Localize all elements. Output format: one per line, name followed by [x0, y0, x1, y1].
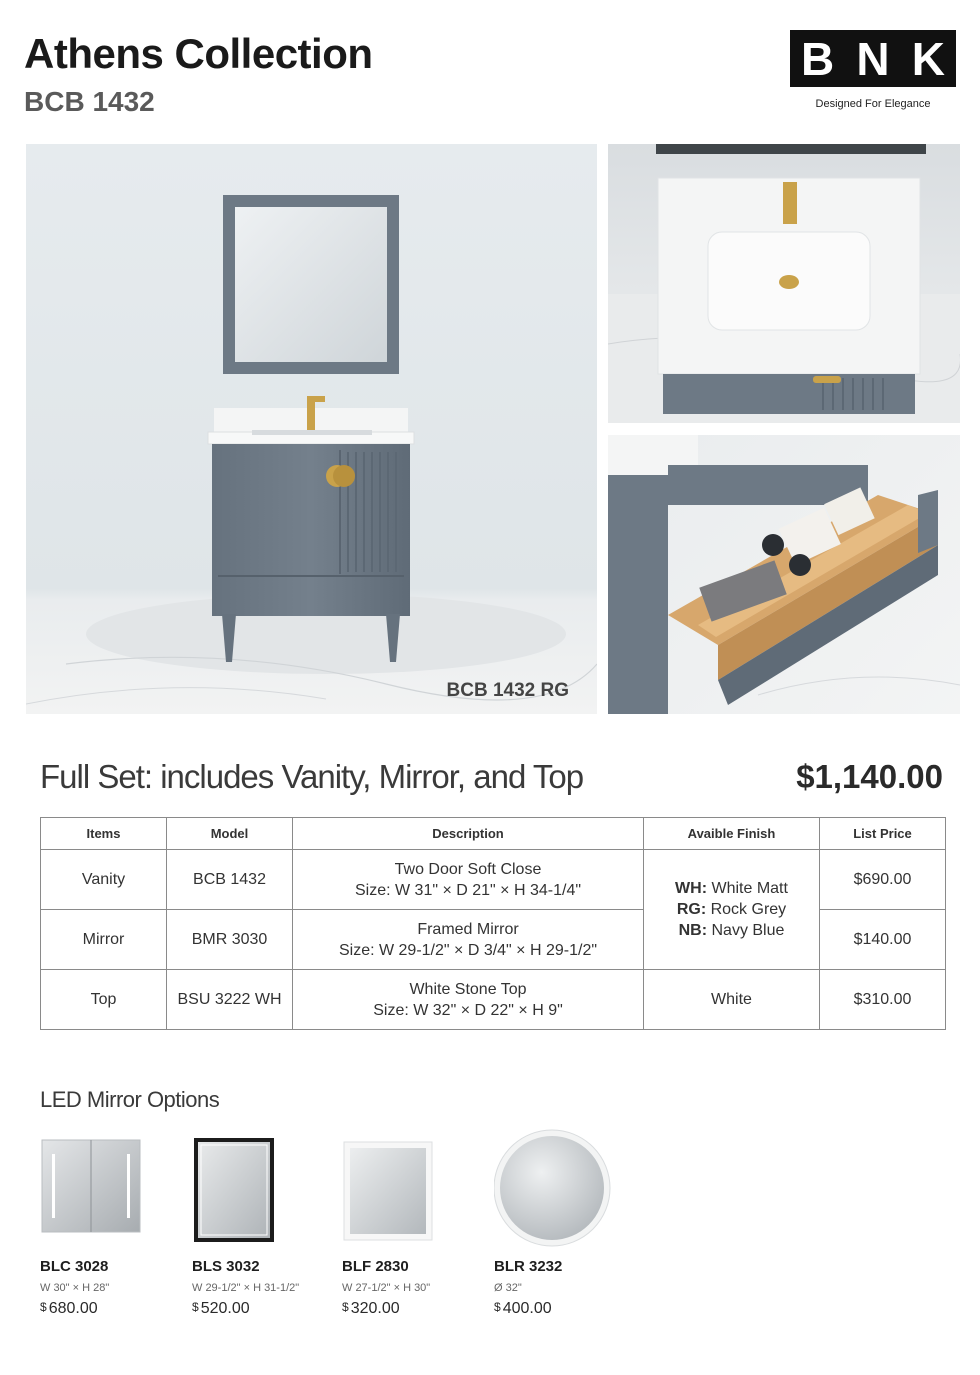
description-line: Two Door Soft Close — [394, 860, 542, 878]
logo-letter: K — [911, 32, 945, 85]
spec-table — [40, 817, 946, 1030]
page-title: Athens Collection — [24, 30, 373, 77]
cell-description — [293, 910, 644, 970]
cell-model: BSU 3222 WH — [167, 970, 293, 1030]
mirror-price — [40, 1300, 98, 1318]
mirror-price-value: 320.00 — [350, 1300, 400, 1317]
framed-led-mirror-image — [192, 1128, 276, 1246]
column-header: Items — [41, 818, 167, 850]
mirror-size: W 29-1/2" × H 31-1/2" — [192, 1282, 300, 1294]
table-header-row — [41, 818, 946, 850]
description-size: Size: W 29-1/2" × D 3/4" × H 29-1/2" — [338, 941, 598, 959]
finish-code: NB: — [678, 922, 708, 939]
column-header: Avaible Finish — [644, 818, 820, 850]
finish-option — [645, 878, 818, 899]
product-photo-drawer — [608, 435, 960, 714]
sink-top-illustration — [608, 144, 960, 423]
cell-price: $310.00 — [820, 970, 946, 1030]
led-options-heading: LED Mirror Options — [40, 1087, 220, 1112]
column-header: Description — [293, 818, 644, 850]
vanity-illustration — [26, 144, 597, 714]
mirror-size: W 30" × H 28" — [40, 1282, 110, 1294]
mirror-model: BLC 3028 — [40, 1258, 109, 1275]
mirror-price-value: 520.00 — [200, 1300, 250, 1317]
finish-option — [645, 920, 818, 941]
mirror-model: BLS 3032 — [192, 1258, 260, 1275]
mirror-model: BLF 2830 — [342, 1258, 409, 1275]
mirror-price-value: 400.00 — [502, 1300, 552, 1317]
logo-letter: N — [856, 32, 890, 85]
description-line: White Stone Top — [409, 980, 527, 998]
cell-item: Vanity — [41, 850, 167, 910]
product-photo-top — [608, 144, 960, 423]
mirror-price — [494, 1300, 552, 1318]
cell-price: $140.00 — [820, 910, 946, 970]
currency-symbol: $ — [192, 1300, 199, 1314]
description-size: Size: W 32" × D 22" × H 9" — [373, 1001, 563, 1019]
cell-item: Top — [41, 970, 167, 1030]
logo-letter: B — [801, 32, 835, 85]
fullset-description: Full Set: includes Vanity, Mirror, and Top — [40, 758, 584, 795]
product-photo-main — [26, 144, 597, 714]
column-header: List Price — [820, 818, 946, 850]
currency-symbol: $ — [342, 1300, 349, 1314]
cell-price: $690.00 — [820, 850, 946, 910]
product-photo-label: BCB 1432 RG — [446, 680, 569, 701]
mirror-price-value: 680.00 — [48, 1300, 98, 1317]
medicine-cabinet-image — [40, 1128, 142, 1246]
cell-model: BCB 1432 — [167, 850, 293, 910]
frameless-led-mirror-image — [342, 1128, 434, 1246]
round-led-mirror-image — [494, 1128, 614, 1250]
finish-name: Rock Grey — [710, 901, 787, 918]
finish-name: White Matt — [711, 880, 788, 897]
table-row — [41, 850, 946, 910]
description-line: Framed Mirror — [417, 920, 519, 938]
brand-logo — [790, 30, 956, 87]
finish-option — [645, 899, 818, 920]
page-subtitle: BCB 1432 — [24, 86, 155, 117]
mirror-price — [342, 1300, 400, 1318]
description-size: Size: W 31" × D 21" × H 34-1/4" — [354, 881, 582, 899]
cell-description — [293, 850, 644, 910]
currency-symbol: $ — [494, 1300, 501, 1314]
cell-finish-options — [644, 850, 820, 970]
drawer-illustration — [608, 435, 960, 714]
mirror-size: W 27-1/2" × H 30" — [342, 1282, 431, 1294]
finish-name: Navy Blue — [711, 922, 785, 939]
cell-description — [293, 970, 644, 1030]
cell-model: BMR 3030 — [167, 910, 293, 970]
mirror-price — [192, 1300, 250, 1318]
finish-code: WH: — [675, 880, 708, 897]
cell-item: Mirror — [41, 910, 167, 970]
currency-symbol: $ — [40, 1300, 47, 1314]
mirror-model: BLR 3232 — [494, 1258, 563, 1275]
mirror-size: Ø 32" — [494, 1282, 522, 1294]
table-row — [41, 970, 946, 1030]
column-header: Model — [167, 818, 293, 850]
cell-finish: White — [644, 970, 820, 1030]
finish-code: RG: — [676, 901, 707, 918]
brand-tagline: Designed For Elegance — [815, 98, 931, 110]
fullset-price: $1,140.00 — [796, 758, 943, 795]
